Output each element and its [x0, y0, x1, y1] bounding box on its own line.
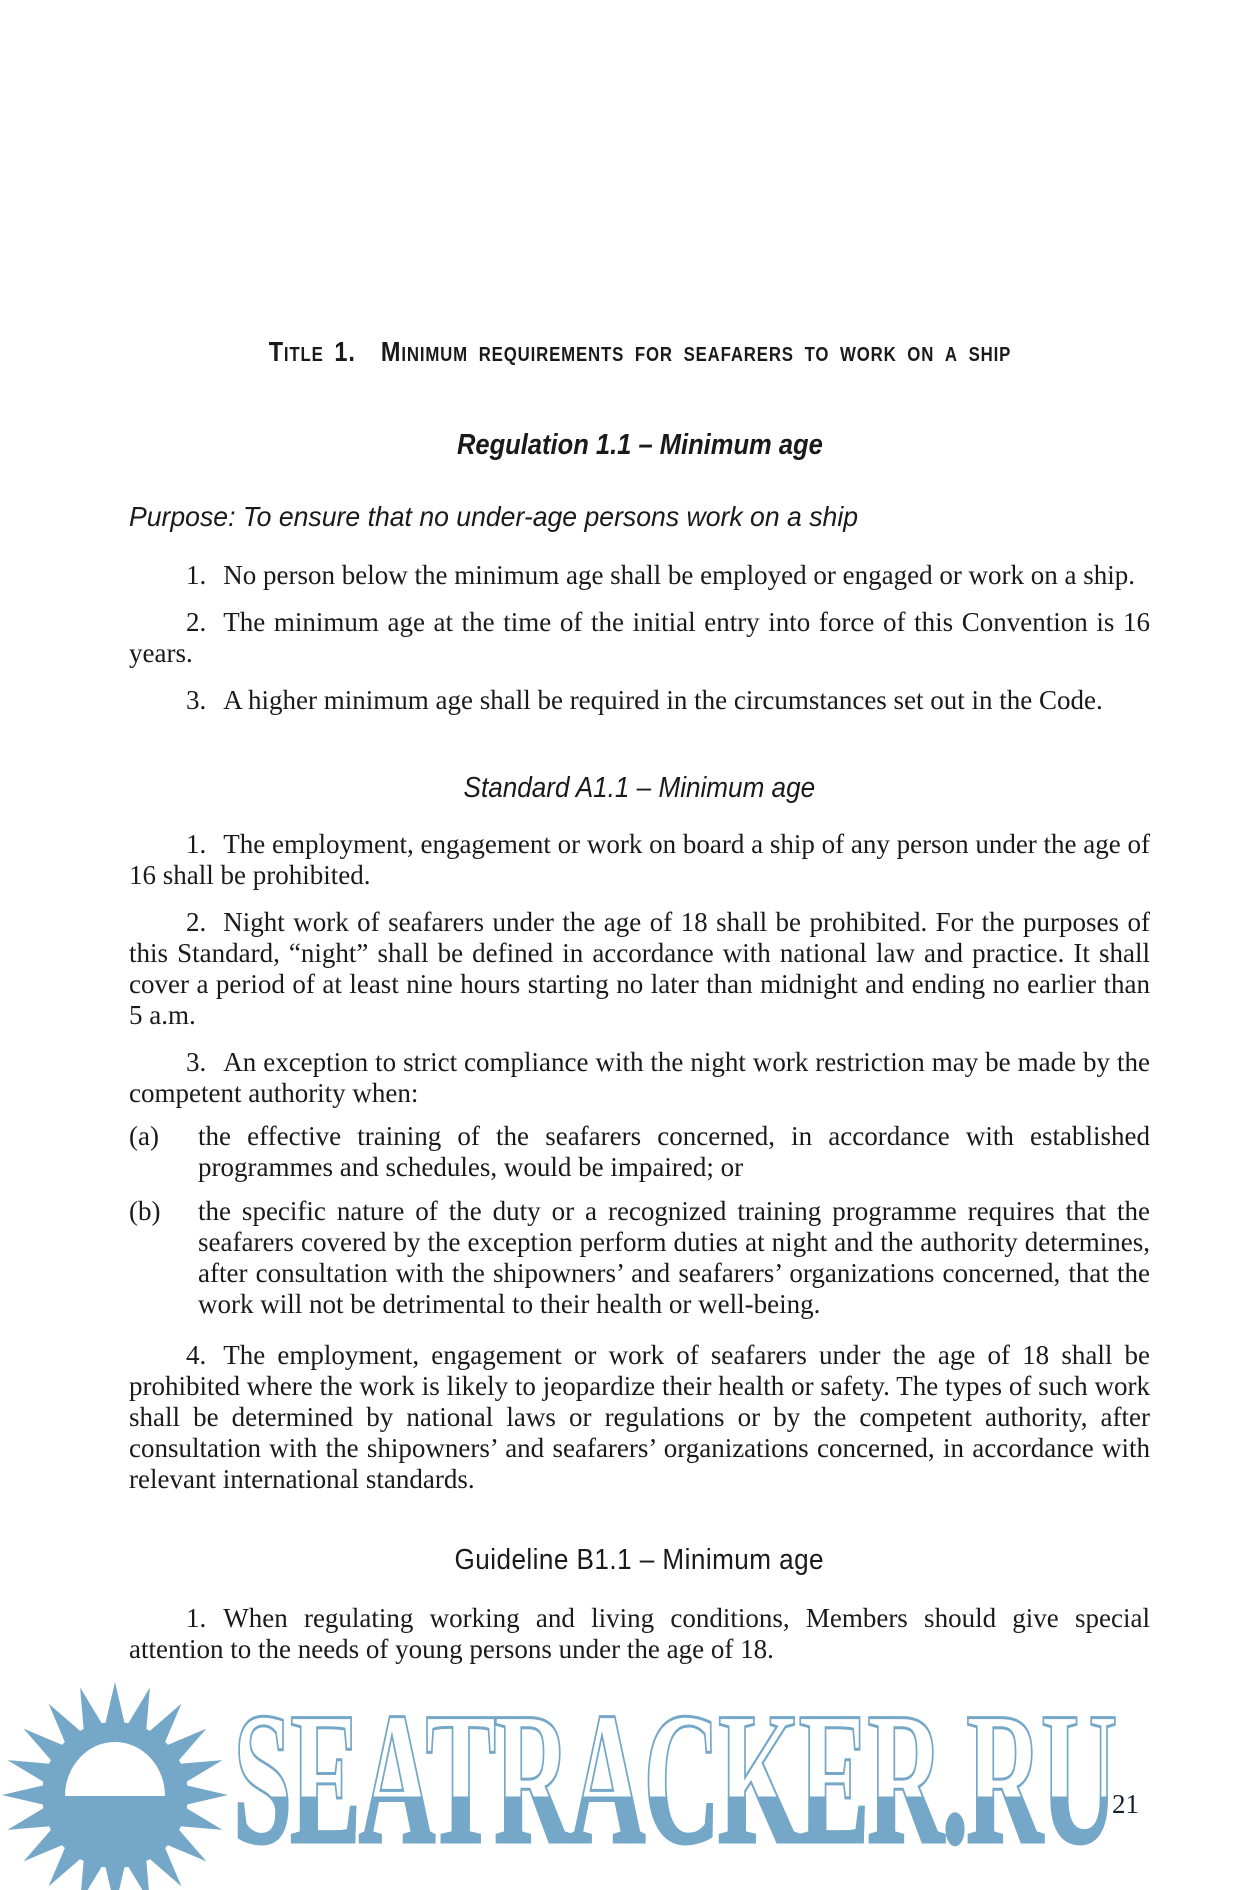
regulation-para-2 — [129, 607, 1150, 669]
title-text: Minimum requirements for seafarers to work on a ship — [380, 336, 1011, 367]
para-number: 1. — [186, 1603, 207, 1633]
standard-para-3 — [129, 1047, 1150, 1109]
para-number: 3. — [186, 1047, 207, 1077]
para-text: The employment, engagement or work of seafarers under the age of 18 shall be prohibited where the work is likely to jeopardize their health or safety. The types of such work shall be determined by national laws or regulations or by the competent authority, after consultation with the shipowners’ and seafarers’ organizations concerned, in accordance with relevant international standards. — [129, 1340, 1150, 1494]
purpose-statement: Purpose: To ensure that no under-age persons work on a ship — [129, 501, 859, 532]
guideline-heading: Guideline B1.1 – Minimum age — [454, 1544, 825, 1576]
title-number: Title 1. — [268, 336, 356, 367]
regulation-heading: Regulation 1.1 – Minimum age — [456, 429, 823, 461]
page-number: 21 — [1112, 1789, 1139, 1819]
para-number: 2. — [186, 607, 207, 637]
para-number: 4. — [186, 1340, 207, 1370]
para-number: 1. — [186, 560, 207, 590]
para-text: The minimum age at the time of the initial entry into force of this Convention is 16 years. — [129, 607, 1150, 668]
standard-heading: Standard A1.1 – Minimum age — [463, 772, 816, 804]
para-number: 1. — [186, 829, 207, 859]
para-text: A higher minimum age shall be required in the circumstances set out in the Code. — [223, 685, 1103, 715]
regulation-para-1 — [129, 560, 1150, 591]
para-text: No person below the minimum age shall be employed or engaged or work on a ship. — [223, 560, 1136, 590]
para-text: An exception to strict compliance with the night work restriction may be made by the competent authority when: — [129, 1047, 1150, 1108]
title-heading — [129, 336, 1150, 367]
para-text: Night work of seafarers under the age of 18 shall be prohibited. For the purposes of this Standard, “night” shall be defined in accordance with national law and practice. It shall cover a period of at least nine hours starting no later than midnight and ending no earlier than 5 a.m. — [129, 907, 1150, 1030]
list-label: (a) — [129, 1121, 159, 1151]
list-text: the effective training of the seafarers concerned, in accordance with established programmes and schedules, would be impaired; or — [198, 1121, 1150, 1182]
standard-para-2 — [129, 907, 1150, 1031]
watermark-text: SEATRACKER.RU — [233, 1670, 1115, 1888]
para-text: When regulating working and living conditions, Members should give special attention to the needs of young persons under the age of 18. — [129, 1603, 1150, 1664]
list-item-b — [129, 1196, 1150, 1320]
regulation-para-3 — [129, 685, 1150, 716]
list-item-a — [129, 1121, 1150, 1183]
para-number: 2. — [186, 907, 207, 937]
content-area — [129, 0, 1150, 1665]
standard-para-4 — [129, 1340, 1150, 1495]
list-label: (b) — [129, 1196, 161, 1226]
standard-para-1 — [129, 829, 1150, 891]
para-number: 3. — [186, 685, 207, 715]
list-text: the specific nature of the duty or a recognized training programme requires that the seafarers covered by the exception perform duties at night and the authority determines, after consultation with the shipowners’ and seafarers’ organizations concerned, that the work will not be detrimental to their health or well-being. — [198, 1196, 1150, 1319]
guideline-para-1 — [129, 1603, 1150, 1665]
para-text: The employment, engagement or work on board a ship of any person under the age of 16 shall be prohibited. — [129, 829, 1150, 890]
sun-logo-icon — [0, 1680, 230, 1890]
